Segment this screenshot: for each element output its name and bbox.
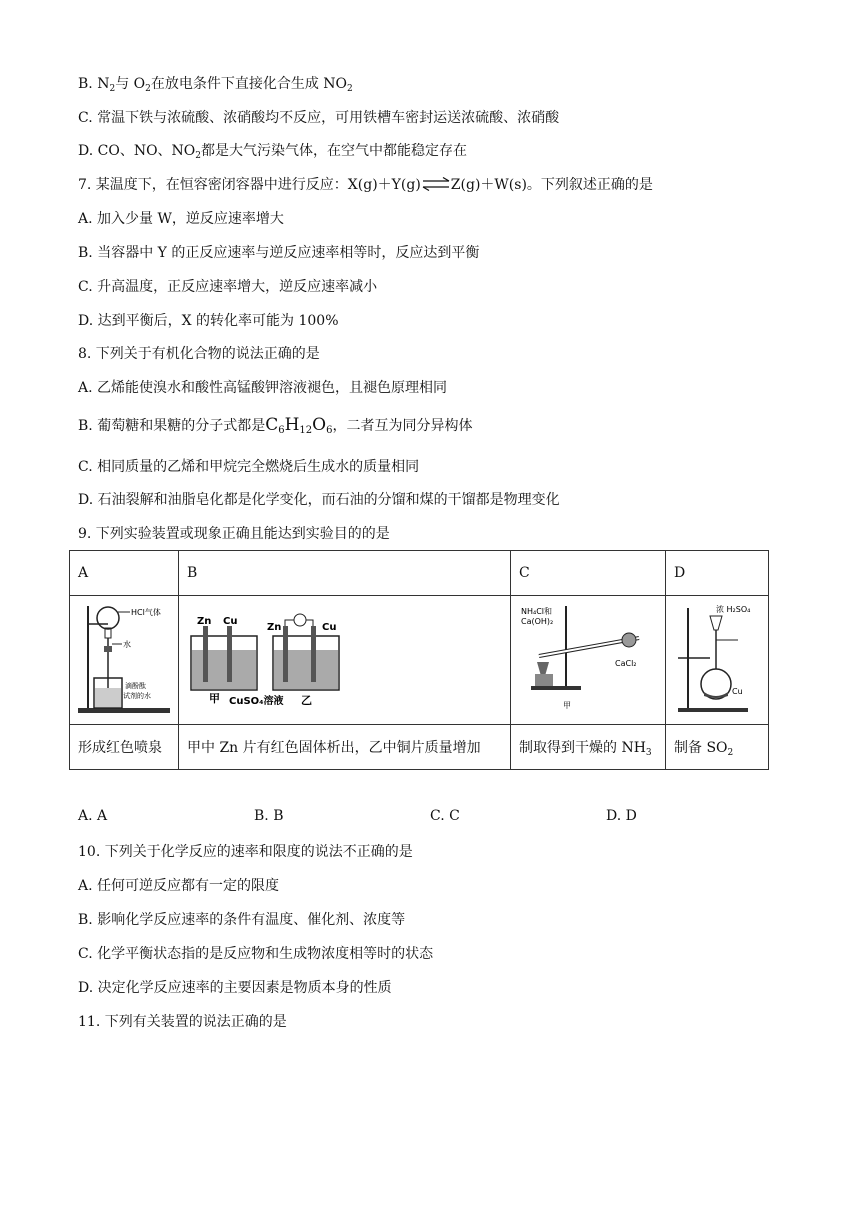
q7-option-b: B. 当容器中 Y 的正反应速率与逆反应速率相等时，反应达到平衡 <box>78 245 480 261</box>
figure-b-cell <box>179 596 511 725</box>
fig-b-label-cu-2: Cu <box>322 622 337 633</box>
q9-stem: 9. 下列实验装置或现象正确且能达到实验目的的是 <box>78 526 390 542</box>
fig-b-label-yi: 乙 <box>301 694 312 707</box>
fig-a-label-gas: HCl气体 <box>131 608 161 617</box>
q10-stem: 10. 下列关于化学反应的速率和限度的说法不正确的是 <box>78 844 413 860</box>
fig-d-label-cu: Cu <box>732 687 743 696</box>
caption-a: 形成红色喷泉 <box>70 725 179 770</box>
q9-choice-a: A. A <box>78 808 108 824</box>
sulfur-dioxide-preparation-figure <box>666 596 768 720</box>
q6-option-d: D. CO、NO、$NO_2$都是大气污染气体，在空气中都能稳定存在 <box>78 143 468 161</box>
q11-stem: 11. 下列有关装置的说法正确的是 <box>78 1014 287 1030</box>
q6-option-b: B. $N_2$与 $O_2$在放电条件下直接化合生成 $NO_2$ <box>78 76 353 94</box>
fig-b-label-solution: CuSO₄溶液 <box>229 696 284 707</box>
fig-a-label-beaker-2: 试剂的水 <box>123 692 151 700</box>
q9-choice-d: D. D <box>606 808 637 824</box>
header-c: C <box>511 551 666 596</box>
ammonia-preparation-figure <box>511 596 665 720</box>
glucose-formula: $C_6H_{12}O_6$ <box>265 415 333 436</box>
caption-b: 甲中 Zn 片有红色固体析出，乙中铜片质量增加 <box>179 725 511 770</box>
header-a: A <box>70 551 179 596</box>
galvanometer-icon <box>294 614 306 626</box>
header-b: B <box>179 551 511 596</box>
q10-option-b: B. 影响化学反应速率的条件有温度、催化剂、浓度等 <box>78 912 406 928</box>
fig-c-label-reagent-2: Ca(OH)₂ <box>521 617 554 626</box>
q9-choice-b: B. B <box>254 808 284 824</box>
figure-a-cell <box>70 596 179 725</box>
q8-option-c: C. 相同质量的乙烯和甲烷完全燃烧后生成水的质量相同 <box>78 459 420 475</box>
q7-option-d: D. 达到平衡后，X 的转化率可能为 100% <box>78 313 339 329</box>
q10-option-c: C. 化学平衡状态指的是反应物和生成物浓度相等时的状态 <box>78 946 434 962</box>
q10-option-d: D. 决定化学反应速率的主要因素是物质本身的性质 <box>78 980 392 996</box>
fig-d-label-acid: 浓 H₂SO₄ <box>716 605 751 614</box>
fig-b-label-zn-1: Zn <box>197 616 212 627</box>
q6-option-c: C. 常温下铁与浓硫酸、浓硝酸均不反应，可用铁槽车密封运送浓硫酸、浓硝酸 <box>78 110 560 126</box>
q7-option-a: A. 加入少量 W，逆反应速率增大 <box>78 211 284 227</box>
fig-b-label-zn-2: Zn <box>267 622 282 633</box>
header-d: D <box>666 551 769 596</box>
q8-option-a: A. 乙烯能使溴水和酸性高锰酸钾溶液褪色，且褪色原理相同 <box>78 380 448 396</box>
fig-c-label-jia: 甲 <box>563 701 571 710</box>
q7-option-c: C. 升高温度，正反应速率增大，逆反应速率减小 <box>78 279 378 295</box>
q8-option-b: B. 葡萄糖和果糖的分子式都是$C_6H_{12}O_6$，二者互为同分异构体 <box>78 415 473 436</box>
figure-d-cell <box>666 596 769 725</box>
experiment-table <box>69 550 769 770</box>
equilibrium-arrow-icon <box>421 177 451 191</box>
fig-a-label-water: 水 <box>123 640 131 649</box>
fig-a-label-beaker-1: 滴酚酞 <box>125 682 146 690</box>
figure-c-cell <box>511 596 666 725</box>
q8-option-d: D. 石油裂解和油脂皂化都是化学变化，而石油的分馏和煤的干馏都是物理变化 <box>78 492 560 508</box>
fig-c-label-dryer: CaCl₂ <box>615 659 637 668</box>
q10-option-a: A. 任何可逆反应都有一定的限度 <box>78 878 280 894</box>
fig-b-label-jia: 甲 <box>209 692 220 705</box>
q8-stem: 8. 下列关于有机化合物的说法正确的是 <box>78 346 320 362</box>
q7-stem: 7. 某温度下，在恒容密闭容器中进行反应：X(g)＋Y(g) Z(g)＋W(s)。下列叙述正确的是 <box>78 177 653 193</box>
caption-d: 制备 $SO_2$ <box>666 725 769 770</box>
fig-b-label-cu-1: Cu <box>223 616 238 627</box>
q9-choice-c: C. C <box>430 808 460 824</box>
fountain-apparatus-figure <box>70 596 178 720</box>
galvanic-cells-figure <box>179 596 510 720</box>
fig-c-label-reagent-1: NH₄Cl和 <box>521 607 553 616</box>
caption-c: 制取得到干燥的 $NH_3$ <box>511 725 666 770</box>
